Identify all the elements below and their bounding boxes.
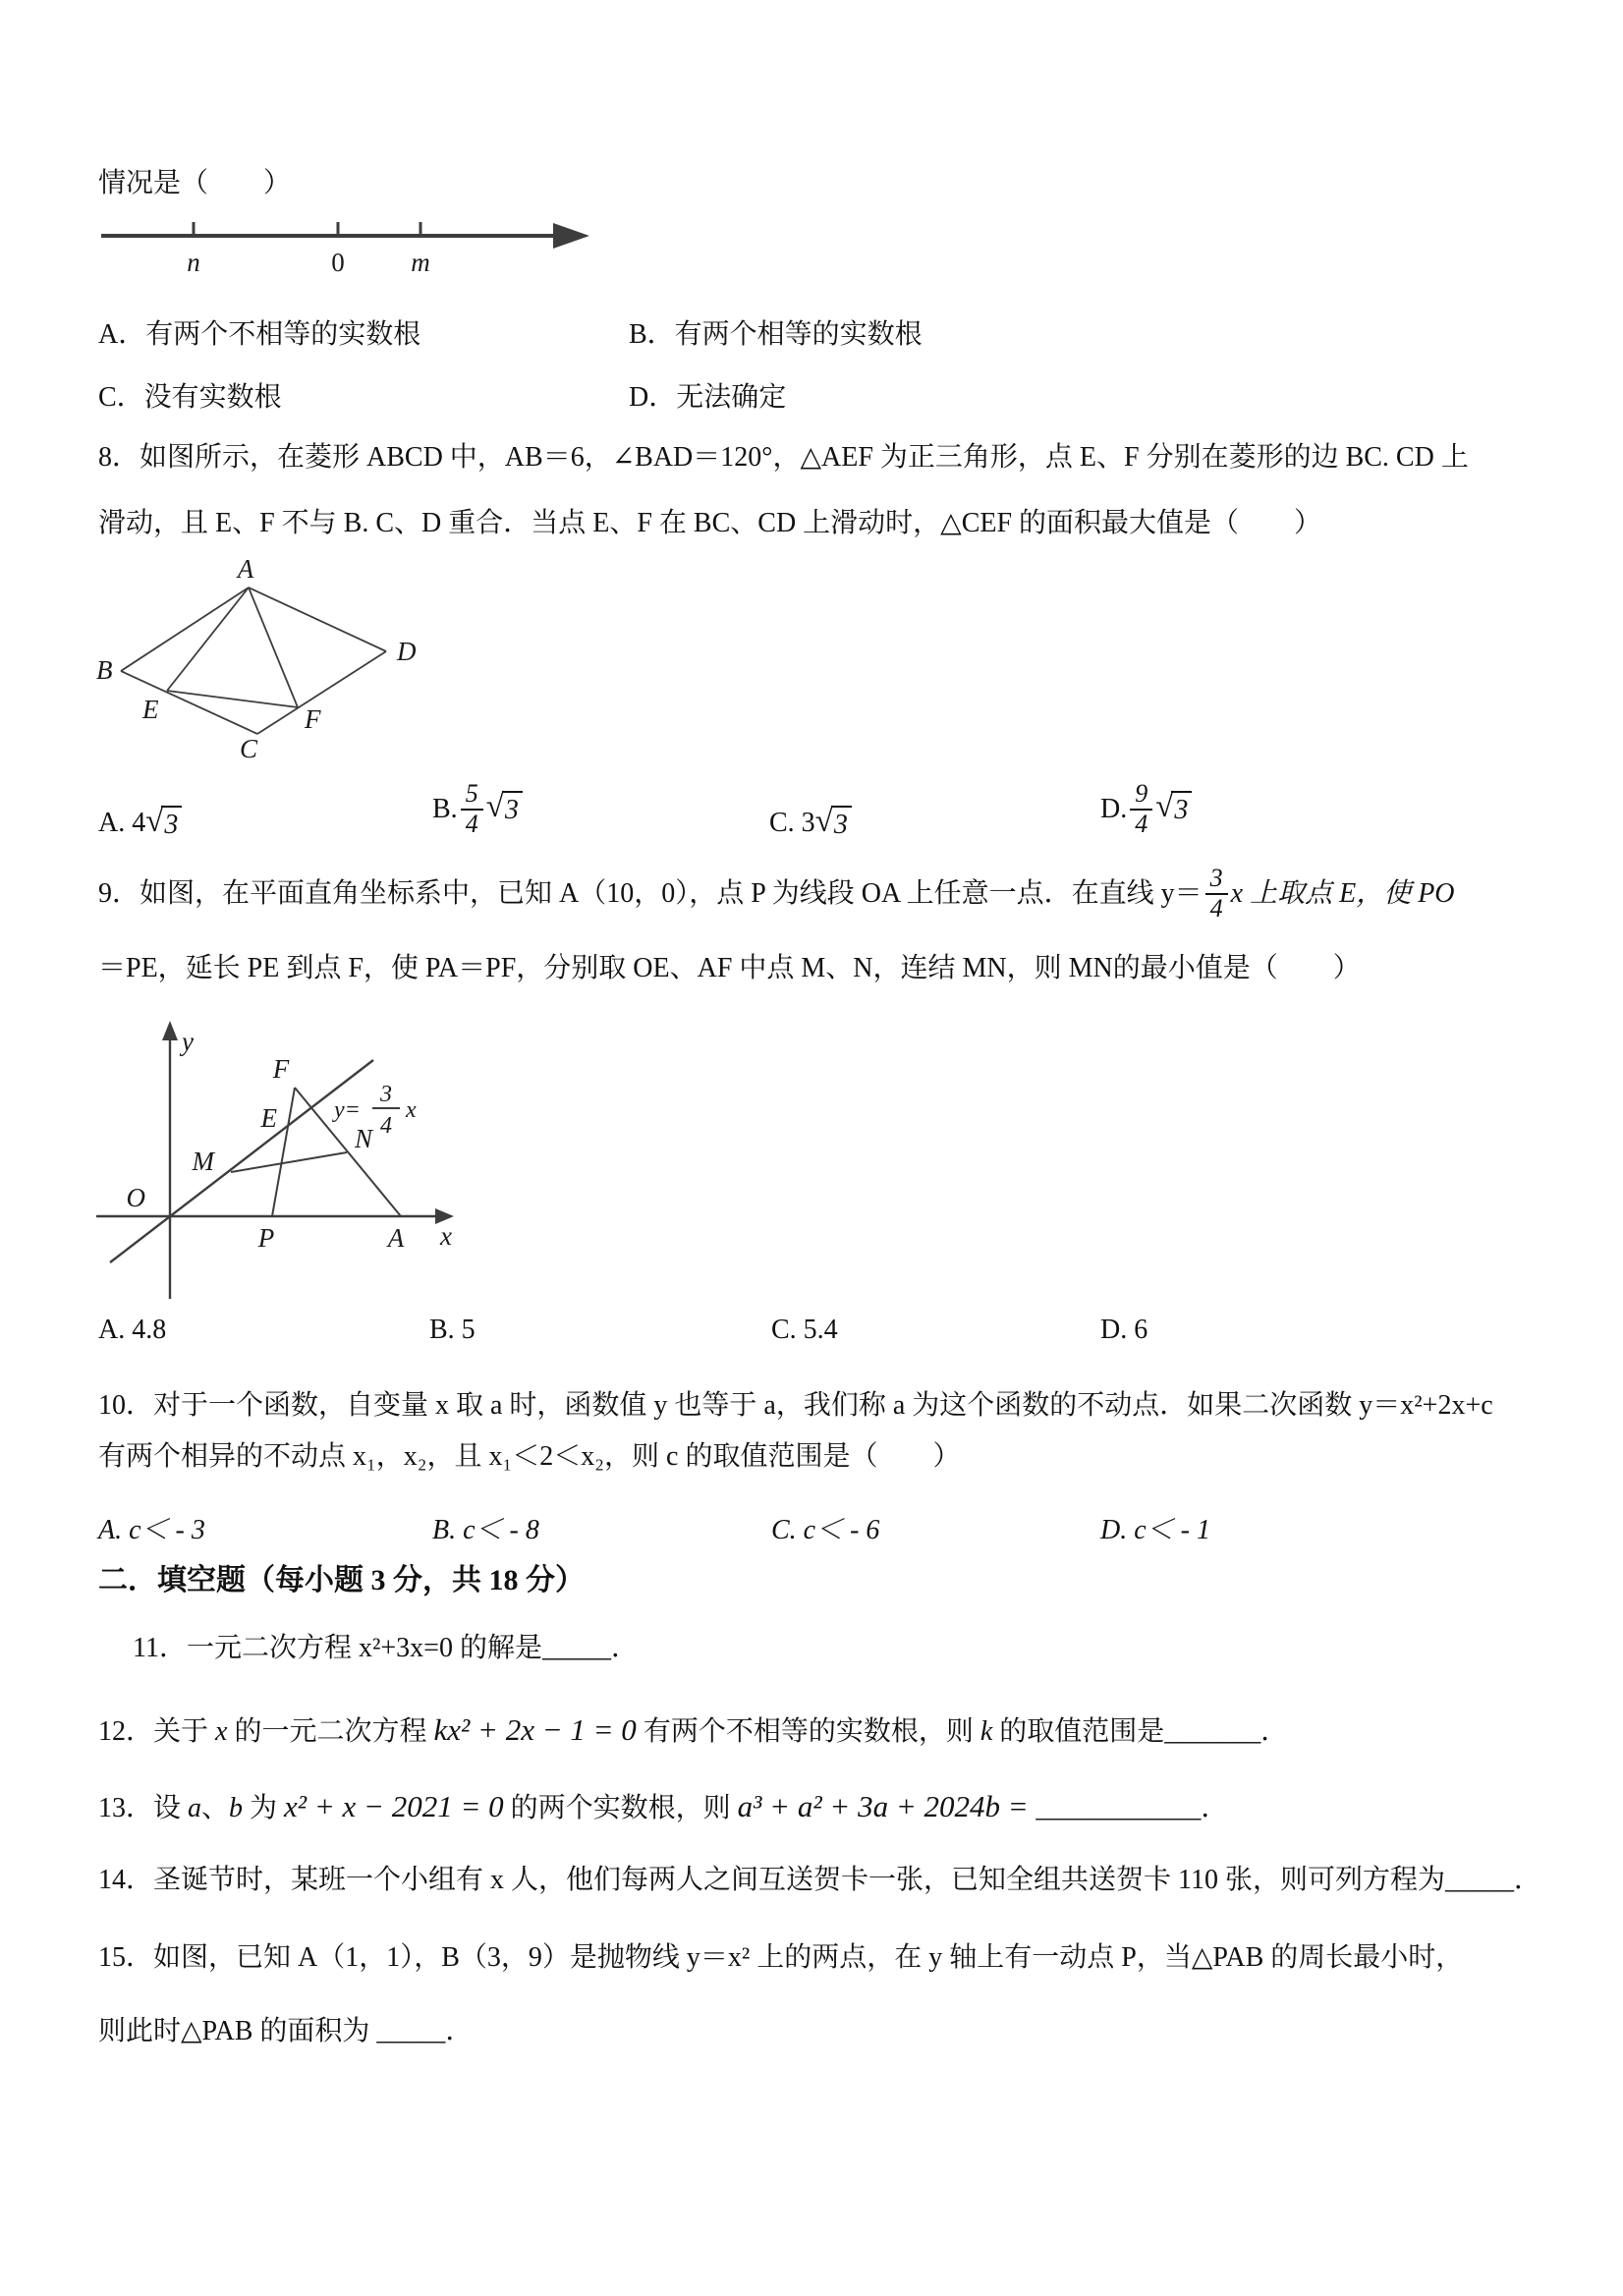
q10-option-a: A. c＜ - 3 xyxy=(98,1515,205,1545)
q7-prompt: 情况是（ ） xyxy=(98,168,292,198)
q8-label-a: A xyxy=(237,554,254,584)
rhombus-edges xyxy=(121,588,386,734)
svg-text:x: x xyxy=(406,1097,417,1123)
svg-text:y=: y= xyxy=(334,1097,361,1123)
q7-option-b: B．有两个相等的实数根 xyxy=(629,319,923,350)
q9-line1-pre: 9．如图，在平面直角坐标系中，已知 A（10，0），点 P 为线段 OA 上任意一点．在直线 y＝ xyxy=(98,878,1203,910)
q13-mid1: 、 xyxy=(201,1793,230,1823)
q8-rhombus-figure xyxy=(88,550,422,766)
q13-pre: 13．设 xyxy=(98,1793,189,1823)
q13-mid3: 的两个实数根，则 xyxy=(503,1793,738,1823)
q12-var-k: k xyxy=(979,1716,993,1747)
fraction-9-4: $\frac{9}{4}$ xyxy=(1130,780,1152,838)
svg-text:3: 3 xyxy=(380,1082,392,1107)
section2-title: 二．填空题（每小题 3 分，共 18 分） xyxy=(98,1564,585,1596)
q11-text: 11．一元二次方程 x²+3x=0 的解是_____． xyxy=(133,1633,639,1663)
q7-option-c: C．没有实数根 xyxy=(98,382,282,413)
numberline-label-zero: 0 xyxy=(331,248,345,277)
q14-text: 14．圣诞节时，某班一个小组有 x 人，他们每两人之间互送贺卡一张，已知全组共送贺卡 110 张，则可列方程为_____． xyxy=(98,1865,1541,1895)
q8-label-d: D xyxy=(397,637,417,666)
q9-text-line1 xyxy=(98,865,1455,923)
q7-option-a: A．有两个不相等的实数根 xyxy=(98,319,421,350)
q8-option-d xyxy=(1100,780,1192,838)
q8-label-b: B xyxy=(96,655,113,685)
fraction-5-4: $\frac{5}{4}$ xyxy=(461,780,483,838)
q8-option-d-label: D. xyxy=(1100,793,1128,824)
q8-label-f: F xyxy=(305,704,321,734)
numberline-label-n: n xyxy=(187,248,200,277)
q8-option-c xyxy=(769,806,852,842)
q13-mid2: 为 xyxy=(243,1793,285,1823)
q9-line-equation-label xyxy=(332,1082,417,1139)
q13-formula1: x² + x − 2021 = 0 xyxy=(284,1789,504,1823)
q10-option-b: B. c＜ - 8 xyxy=(432,1515,539,1545)
q15-text-line2: 则此时△PAB 的面积为 _____． xyxy=(98,2016,474,2046)
q9-label-f: F xyxy=(272,1054,290,1084)
q10-option-d: D. c＜ - 1 xyxy=(1100,1515,1210,1545)
fraction-3-4: $\frac{3}{4}$ xyxy=(1205,865,1228,923)
q8-text-line1: 8．如图所示，在菱形 ABCD 中，AB＝6，∠BAD＝120°，△AEF 为正三角形，点 E、F 分别在菱形的边 BC. CD 上 xyxy=(98,442,1469,473)
q10-text-line2: 有两个相异的不动点 x₁，x₂，且 x₁＜2＜x₂，则 c 的取值范围是（ ） xyxy=(98,1441,961,1472)
q9-line1-post: x 上取点 E，使 PO xyxy=(1230,878,1455,910)
q12-mid2: 有两个不相等的实数根，则 xyxy=(636,1716,980,1747)
q12-text xyxy=(98,1711,1288,1750)
q13-var-b: b xyxy=(229,1793,244,1823)
q10-option-c: C. c＜ - 6 xyxy=(771,1515,880,1545)
q9-label-n: N xyxy=(355,1124,373,1153)
q9-label-x-axis: x xyxy=(440,1221,452,1251)
q13-text xyxy=(98,1788,1228,1826)
q8-label-c: C xyxy=(239,734,258,763)
q7-numberline-figure xyxy=(93,208,604,287)
q13-blank: ____________ xyxy=(1035,1793,1202,1823)
q12-post: 的取值范围是_______． xyxy=(992,1716,1289,1747)
q13-formula2: a³ + a² + 3a + 2024b = xyxy=(737,1789,1036,1823)
q8-option-a-label: A. 4 xyxy=(98,808,146,839)
q9-text-line2: ＝PE，延长 PE 到点 F，使 PA＝PF，分别取 OE、AF 中点 M、N，连结 MN，则 MN的最小值是（ ） xyxy=(98,953,1361,983)
q9-label-p: P xyxy=(257,1223,275,1253)
q9-option-c: C. 5.4 xyxy=(771,1315,838,1345)
q9-option-d: D. 6 xyxy=(1100,1315,1148,1345)
q9-label-e: E xyxy=(260,1103,277,1133)
q15-text-line1: 15．如图，已知 A（1，1），B（3，9）是抛物线 y＝x² 上的两点，在 y 轴上有一动点 P，当△PAB 的周长最小时， xyxy=(98,1942,1464,1973)
q13-var-a: a xyxy=(188,1793,202,1823)
q8-option-b xyxy=(432,780,523,838)
q12-formula: kx² + 2x − 1 = 0 xyxy=(433,1712,637,1747)
sqrt-3: √ 3 xyxy=(815,806,852,842)
svg-text:4: 4 xyxy=(380,1113,392,1139)
q9-coordinate-figure xyxy=(88,1017,481,1312)
q12-mid1: 的一元二次方程 xyxy=(227,1716,434,1747)
q9-label-y-axis: y xyxy=(182,1027,194,1056)
q13-post: ． xyxy=(1201,1793,1229,1823)
sqrt-3: √ 3 xyxy=(1155,791,1192,827)
sqrt-3: √ 3 xyxy=(486,791,523,827)
y-axis-arrow-icon xyxy=(162,1021,178,1040)
sqrt-3: √ 3 xyxy=(145,806,182,842)
construction-segments xyxy=(231,1088,401,1216)
q12-pre: 12．关于 xyxy=(98,1716,216,1747)
q9-label-a: A xyxy=(387,1223,405,1253)
q9-label-m: M xyxy=(192,1147,214,1176)
q8-text-line2: 滑动，且 E、F 不与 B. C、D 重合．当点 E、F 在 BC、CD 上滑动时，△CEF 的面积最大值是（ ） xyxy=(98,508,1322,538)
q9-option-a: A. 4.8 xyxy=(98,1315,167,1345)
q9-label-o: O xyxy=(126,1183,145,1212)
q12-var-x: x xyxy=(215,1716,228,1747)
q7-option-d: D．无法确定 xyxy=(629,382,787,413)
numberline-arrow-icon xyxy=(553,223,589,249)
q8-option-a xyxy=(98,806,182,842)
q8-option-b-label: B. xyxy=(432,793,458,824)
q8-label-e: E xyxy=(142,695,159,724)
q8-option-c-label: C. 3 xyxy=(769,808,815,839)
numberline-label-m: m xyxy=(411,248,430,277)
q9-option-b: B. 5 xyxy=(429,1315,476,1345)
q10-text-line1: 10．对于一个函数，自变量 x 取 a 时，函数值 y 也等于 a，我们称 a 为这个函数的不动点．如果二次函数 y＝x²+2x+c xyxy=(98,1390,1493,1421)
line-y-equals-three-quarters-x xyxy=(110,1060,373,1262)
